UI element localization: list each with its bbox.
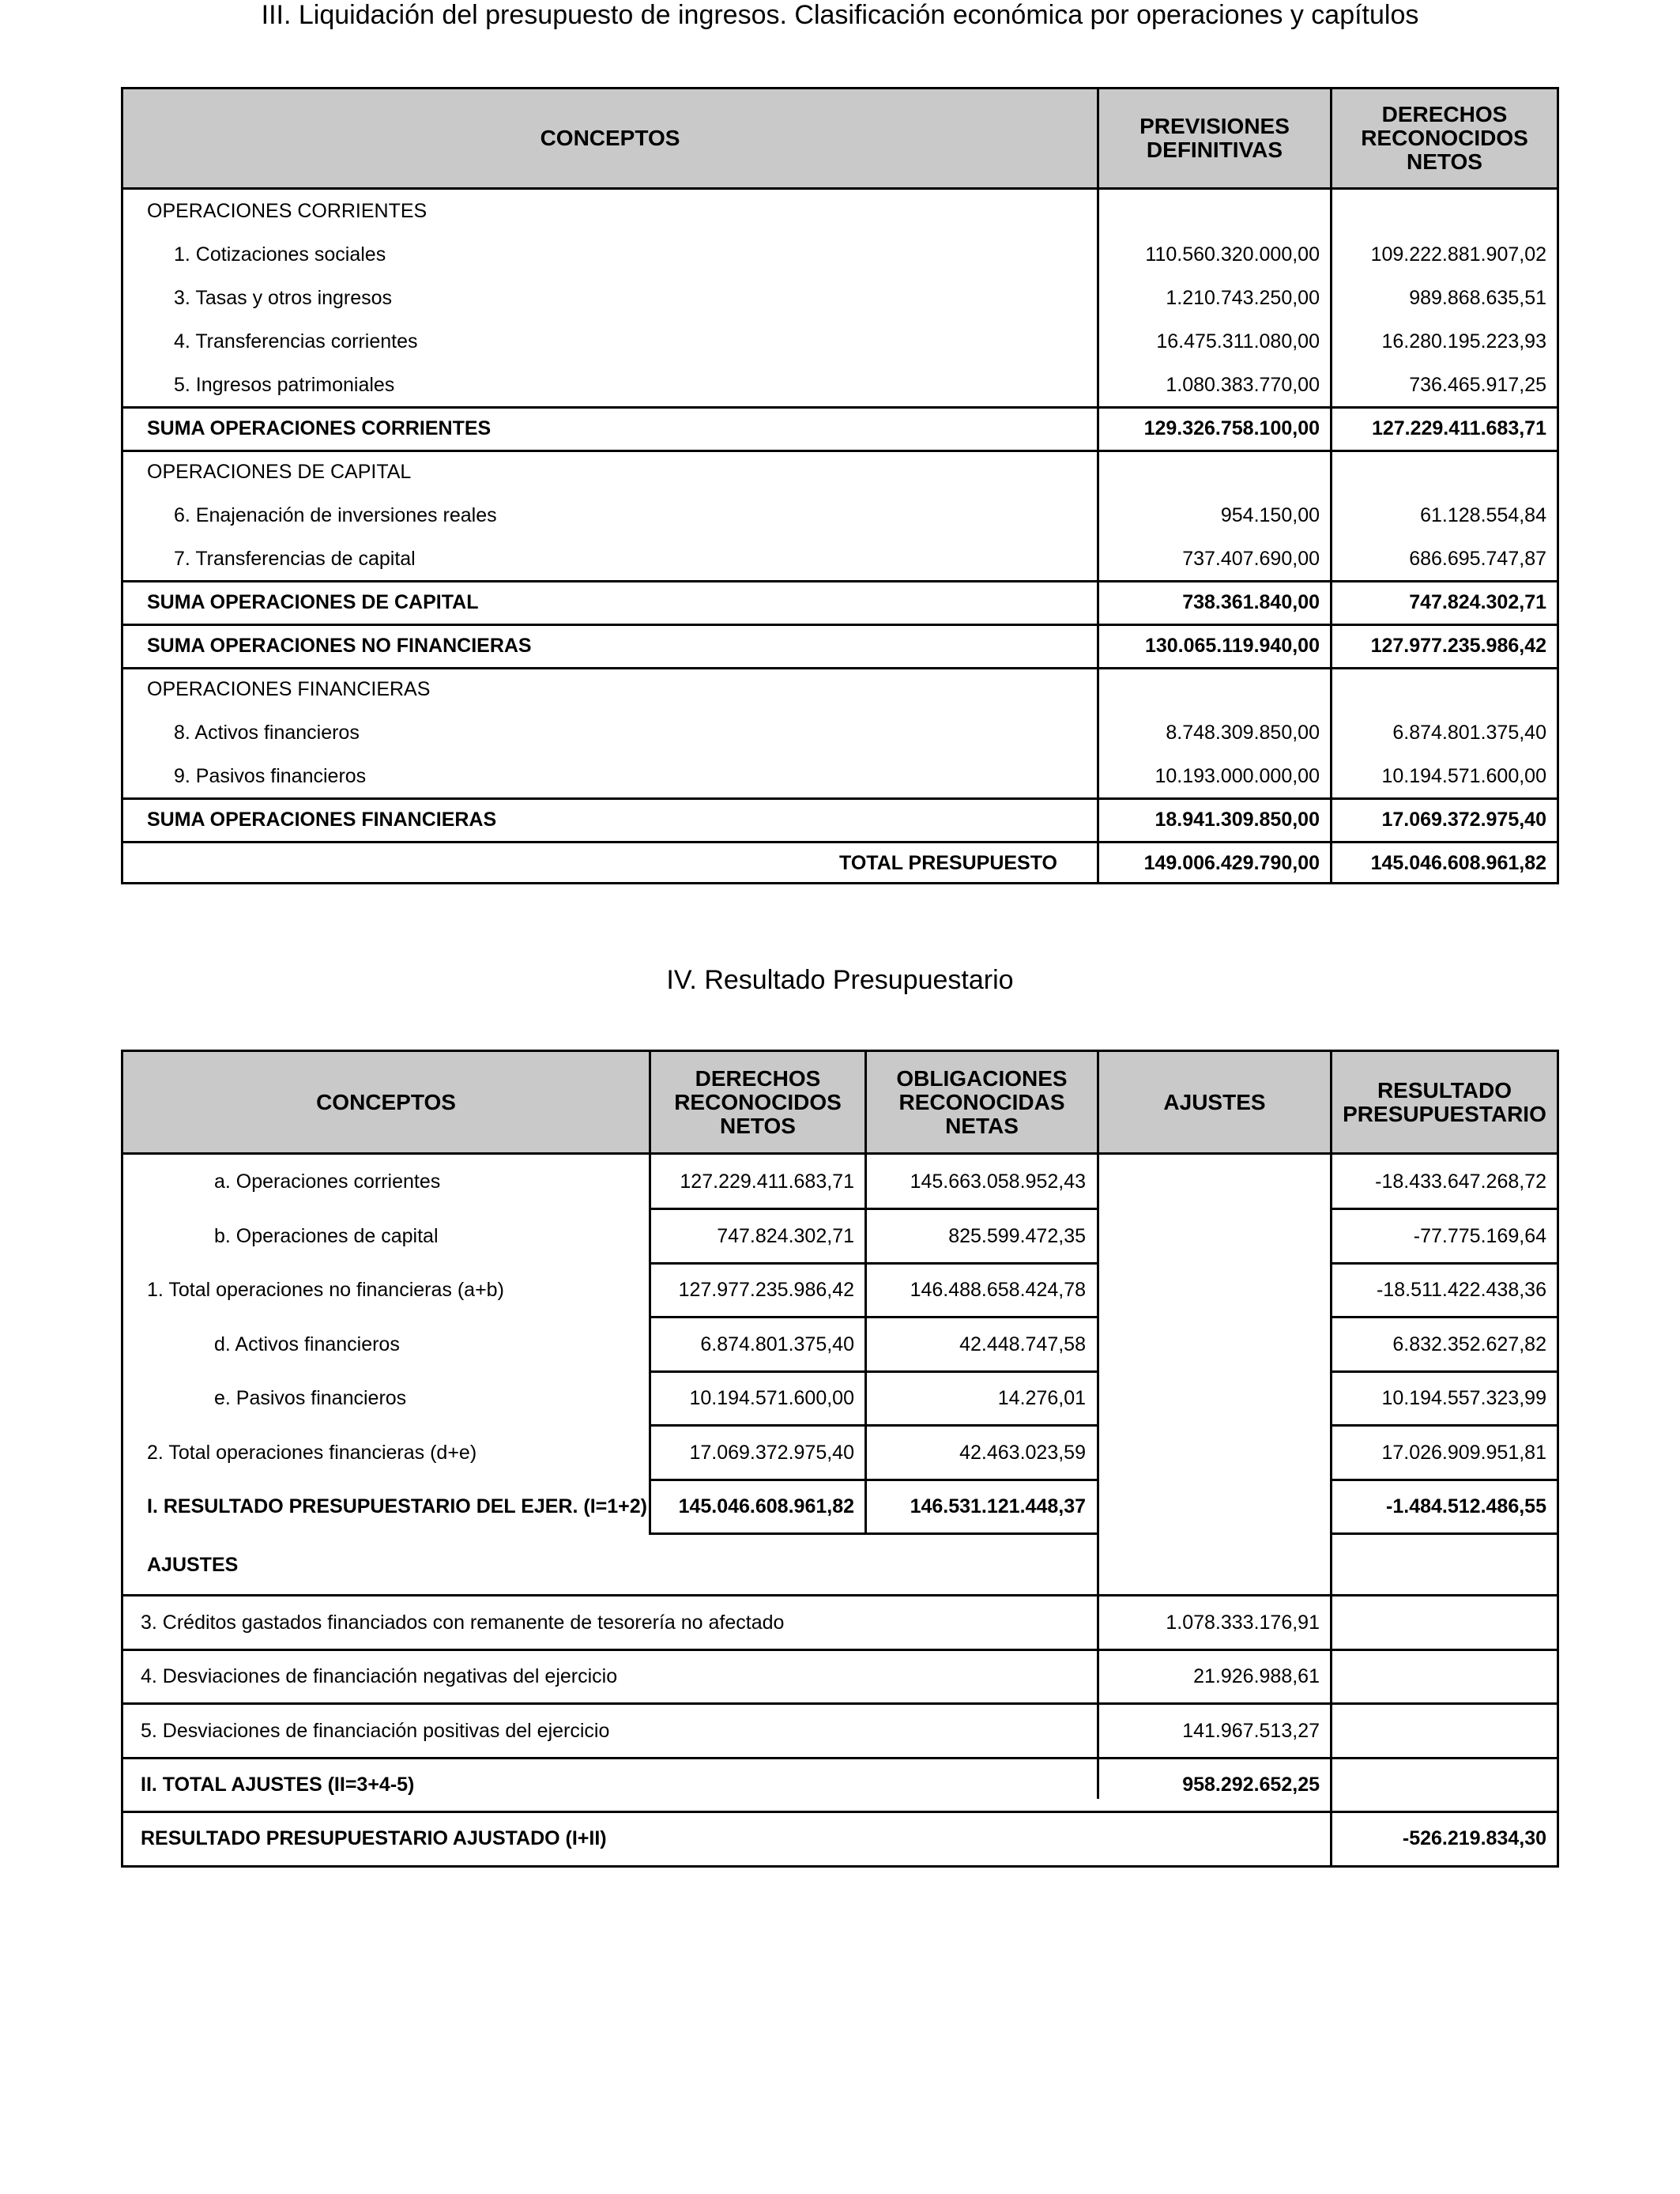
obligaciones-value: 14.276,01 [997,1387,1086,1409]
row-label: SUMA OPERACIONES NO FINANCIERAS [147,635,532,657]
resultado-value: -18.511.422.438,36 [1376,1279,1546,1301]
column-divider [864,1052,867,1534]
row-label: SUMA OPERACIONES DE CAPITAL [147,591,479,613]
previsiones-value: 738.361.840,00 [1182,591,1320,613]
row-label: 7. Transferencias de capital [174,548,416,570]
row-label: OPERACIONES DE CAPITAL [147,461,412,483]
previsiones-value: 10.193.000.000,00 [1155,765,1320,787]
derechos-value: 145.046.608.961,82 [678,1495,854,1517]
previsiones-value: 1.080.383.770,00 [1166,374,1320,396]
resultado-value: -77.775.169,64 [1413,1224,1546,1247]
row-label: d. Activos financieros [214,1333,400,1355]
table-header [123,89,1557,190]
adjustment-label: 5. Desviaciones de financiación positivas del ejercicio [141,1719,610,1742]
derechos-value [1332,190,1546,233]
table-row [123,1812,1557,1866]
final-value: -526.219.834,30 [1402,1826,1546,1849]
obligaciones-value: 145.663.058.952,43 [910,1171,1086,1193]
derechos-value: 989.868.635,51 [1409,287,1546,309]
table-row [123,581,1557,624]
row-label: 1. Cotizaciones sociales [174,243,386,266]
obligaciones-value: 42.448.747,58 [959,1333,1086,1355]
table-row [123,755,1557,798]
table-row [123,190,1557,233]
row-label: TOTAL PRESUPUESTO [839,852,1057,874]
previsiones-value: 18.941.309.850,00 [1155,809,1320,831]
table-row [123,407,1557,450]
section-3-title: III. Liquidación del presupuesto de ingresos. Clasificación económica por operaciones y capítulos [261,0,1419,30]
ajustes-section-label [123,1534,1557,1596]
ajustes-value: 1.078.333.176,91 [1166,1611,1320,1634]
derechos-value: 747.824.302,71 [717,1224,854,1247]
resultado-value: 17.026.909.951,81 [1381,1441,1546,1464]
obligaciones-value: 825.599.472,35 [948,1224,1086,1247]
row-label: SUMA OPERACIONES CORRIENTES [147,417,492,439]
ajustes-value: 958.292.652,25 [1182,1774,1320,1796]
previsiones-value: 954.150,00 [1220,504,1320,526]
row-label: OPERACIONES FINANCIERAS [147,678,431,700]
ajustes-value: 21.926.988,61 [1193,1665,1320,1687]
ajustes-value: 141.967.513,27 [1182,1719,1320,1742]
resultado-value: -18.433.647.268,72 [1375,1171,1546,1193]
table-row [123,1209,1557,1264]
previsiones-value [1099,190,1320,233]
header-ajustes: AJUSTES [1163,1089,1266,1114]
row-label: OPERACIONES CORRIENTES [147,200,428,222]
derechos-value: 127.229.411.683,71 [1371,417,1546,439]
row-label: a. Operaciones corrientes [214,1171,441,1193]
table-header [123,1052,1557,1155]
row-label: SUMA OPERACIONES FINANCIERAS [147,809,497,831]
previsiones-value: 129.326.758.100,00 [1143,417,1320,439]
derechos-value: 17.069.372.975,40 [689,1441,854,1464]
table-row [123,1649,1557,1704]
row-divider [123,580,1557,582]
row-divider [123,406,1557,409]
derechos-value: 16.280.195.223,93 [1381,330,1546,352]
table-row [123,364,1557,407]
row-label: 6. Enajenación de inversiones reales [174,504,497,526]
section-4-title: IV. Resultado Presupuestario [666,965,1014,995]
final-label: RESULTADO PRESUPUESTARIO AJUSTADO (I+II) [141,1826,607,1849]
table-row [123,1480,1557,1534]
previsiones-value [1099,450,1320,494]
header-obligaciones: OBLIGACIONES RECONOCIDAS NETAS [896,1065,1068,1138]
table-row [123,1426,1557,1480]
row-label: b. Operaciones de capital [214,1224,439,1247]
row-label: 8. Activos financieros [174,722,360,744]
table-row [123,1371,1557,1426]
table-row [123,1596,1557,1650]
header-previsiones: PREVISIONES DEFINITIVAS [1139,114,1290,162]
adjustment-label: 3. Créditos gastados financiados con remanente de tesorería no afectado [141,1611,785,1634]
header-conceptos: CONCEPTOS [316,1089,456,1114]
table-row [123,1318,1557,1372]
obligaciones-value: 146.488.658.424,78 [910,1279,1086,1301]
budget-result-table [121,1050,1559,1868]
derechos-value: 61.128.554,84 [1420,504,1546,526]
resultado-value: 6.832.352.627,82 [1392,1333,1546,1355]
table-row [123,798,1557,842]
table-row [123,1704,1557,1759]
derechos-value: 686.695.747,87 [1409,548,1546,570]
derechos-value: 127.977.235.986,42 [678,1279,854,1301]
previsiones-value: 130.065.119.940,00 [1144,635,1320,657]
adjustment-label: 4. Desviaciones de financiación negativas del ejercicio [141,1665,618,1687]
row-label: I. RESULTADO PRESUPUESTARIO DEL EJER. (I=1+2) [147,1495,647,1517]
previsiones-value: 110.560.320.000,00 [1145,243,1320,266]
table-row [123,668,1557,711]
previsiones-value: 16.475.311.080,00 [1156,330,1320,352]
derechos-value: 747.824.302,71 [1409,591,1546,613]
adjustment-label: II. TOTAL AJUSTES (II=3+4-5) [141,1774,415,1796]
header-derechos: DERECHOS RECONOCIDOS NETOS [1361,102,1528,174]
table-row [123,1155,1557,1209]
row-label: 9. Pasivos financieros [174,765,367,787]
row-divider [123,797,1557,800]
derechos-value: 736.465.917,25 [1409,374,1546,396]
previsiones-value: 149.006.429.790,00 [1143,852,1320,874]
row-divider [123,841,1557,843]
derechos-value: 145.046.608.961,82 [1370,852,1546,874]
row-divider [123,450,1557,452]
row-divider [123,624,1557,626]
derechos-value: 6.874.801.375,40 [700,1333,854,1355]
obligaciones-value: 42.463.023,59 [959,1441,1086,1464]
header-conceptos: CONCEPTOS [540,126,680,150]
derechos-value [1332,450,1546,494]
table-row [123,494,1557,537]
derechos-value: 127.229.411.683,71 [680,1171,854,1193]
resultado-value: -1.484.512.486,55 [1386,1495,1546,1517]
column-divider [649,1052,651,1534]
row-label: 3. Tasas y otros ingresos [174,287,393,309]
row-label: 4. Transferencias corrientes [174,330,418,352]
previsiones-value [1099,668,1320,711]
row-label: 1. Total operaciones no financieras (a+b) [147,1279,504,1301]
derechos-value: 10.194.571.600,00 [689,1387,854,1409]
table-row [123,450,1557,494]
previsiones-value: 1.210.743.250,00 [1166,287,1320,309]
obligaciones-value: 146.531.121.448,37 [910,1495,1086,1517]
table-row [123,711,1557,755]
derechos-value [1332,668,1546,711]
revenue-budget-table [121,87,1559,884]
table-row [123,842,1557,885]
derechos-value: 109.222.881.907,02 [1370,243,1546,266]
row-label: 5. Ingresos patrimoniales [174,374,395,396]
previsiones-value: 737.407.690,00 [1182,548,1320,570]
row-label: 2. Total operaciones financieras (d+e) [147,1441,477,1464]
derechos-value: 127.977.235.986,42 [1370,635,1546,657]
derechos-value: 17.069.372.975,40 [1381,809,1546,831]
row-label: e. Pasivos financieros [214,1387,407,1409]
table-row [123,537,1557,581]
table-row [123,320,1557,364]
table-row [123,277,1557,320]
header-derechos: DERECHOS RECONOCIDOS NETOS [674,1065,842,1138]
row-divider [123,667,1557,669]
previsiones-value: 8.748.309.850,00 [1166,722,1320,744]
derechos-value: 6.874.801.375,40 [1392,722,1546,744]
ajustes-label: AJUSTES [147,1553,239,1576]
table-row [123,1263,1557,1318]
derechos-value: 10.194.571.600,00 [1381,765,1546,787]
table-row [123,233,1557,277]
header-resultado: RESULTADO PRESUPUESTARIO [1343,1077,1546,1126]
table-row [123,624,1557,668]
resultado-value: 10.194.557.323,99 [1381,1387,1546,1409]
table-row [123,1758,1557,1812]
